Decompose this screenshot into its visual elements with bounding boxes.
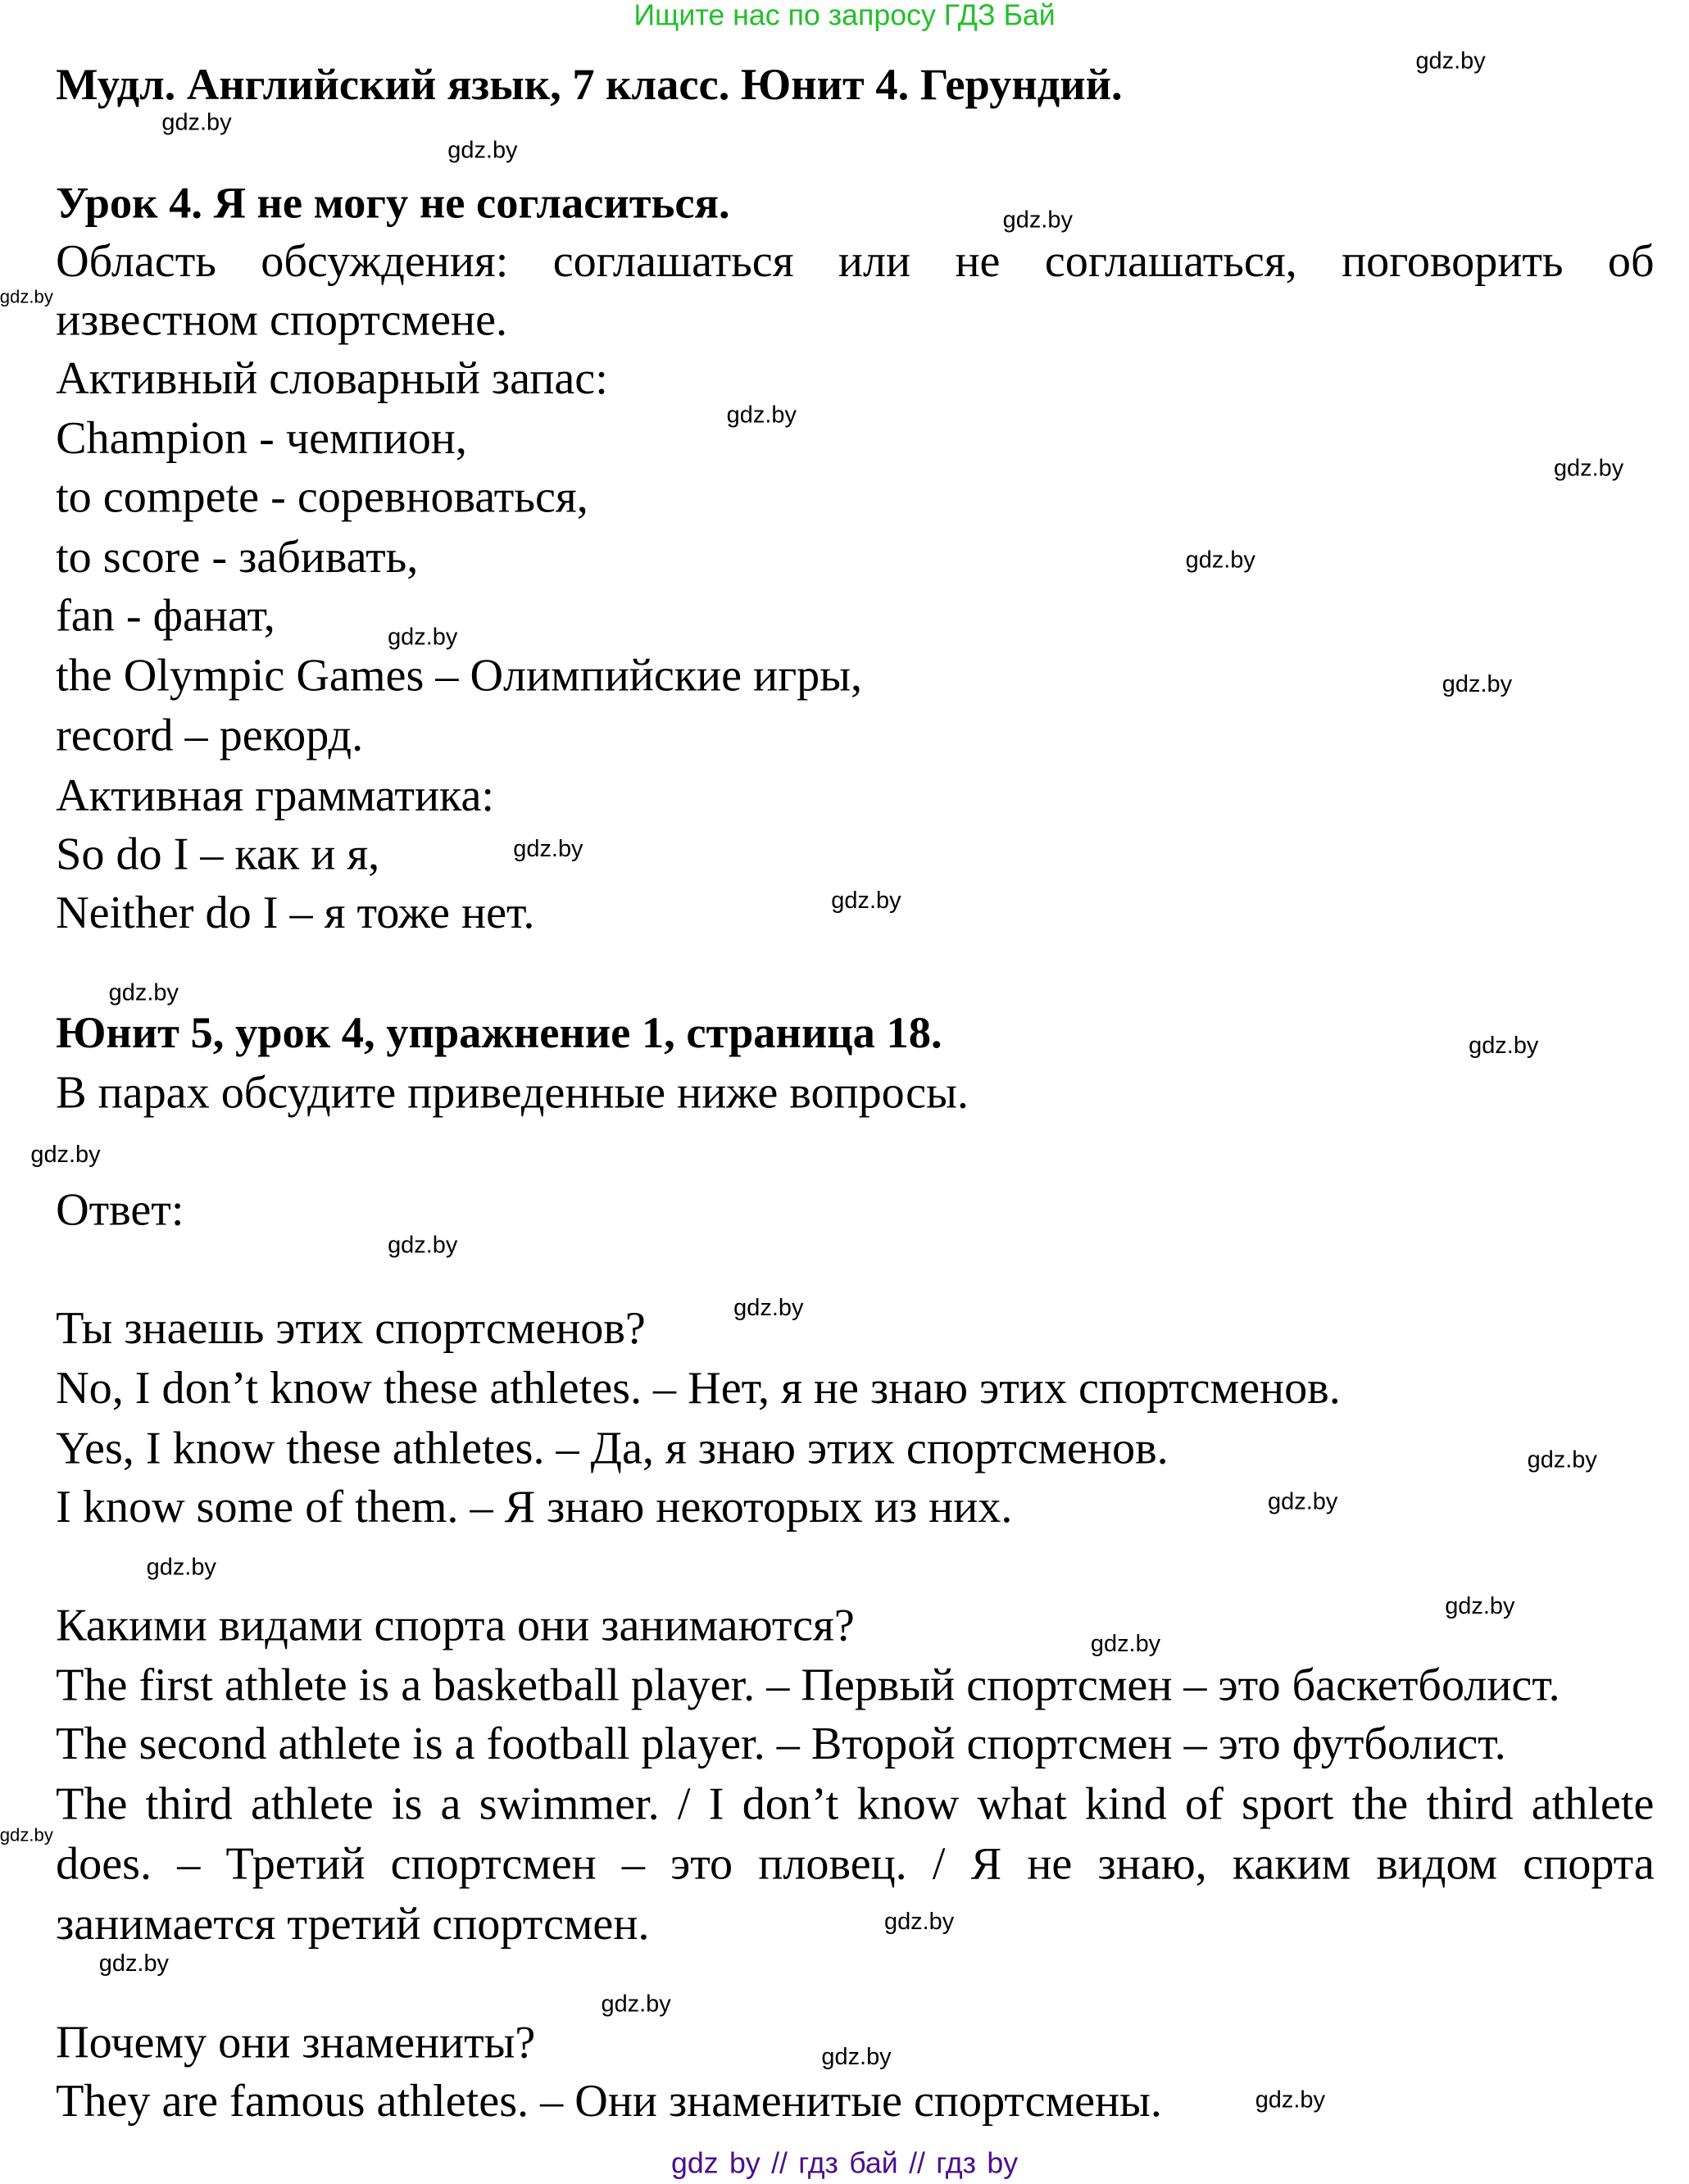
search-banner[interactable]: Ищите нас по запросу ГДЗ Бай (633, 0, 1056, 33)
text-line: to score - забивать, (56, 533, 419, 583)
text-line: Ответ: (56, 1185, 184, 1236)
text-line: the Olympic Games – Олимпийские игры, (56, 651, 863, 702)
watermark: gdz.by (388, 1231, 458, 1259)
text-line: занимается третий спортсмен. (56, 1900, 650, 1950)
text-line: So do I – как и я, (56, 829, 380, 880)
watermark: gdz.by (513, 835, 583, 862)
watermark: gdz.by (831, 887, 901, 914)
text-line: Активный словарный запас: (56, 354, 608, 405)
text-line: fan - фанат, (56, 591, 275, 642)
lesson-heading: Урок 4. Я не могу не согласиться. (56, 177, 730, 228)
text-line: I know some of them. – Я знаю некоторых из них. (56, 1482, 1013, 1533)
watermark: gdz.by (0, 1824, 53, 1846)
watermark: gdz.by (1527, 1446, 1597, 1473)
text-line: Почему они знамениты? (56, 2018, 536, 2069)
watermark: gdz.by (1255, 2086, 1325, 2114)
text-line: does. – Третий спортсмен – это пловец. / Я не знаю, каким видом спорта (56, 1839, 1655, 1891)
watermark: gdz.by (1090, 1630, 1161, 1657)
text-line: to compete - соревноваться, (56, 472, 588, 524)
text-line: They are famous athletes. – Они знаменитые спортсмены. (56, 2077, 1162, 2127)
text-line: The second athlete is a football player. – Второй спортсмен – это футболист. (56, 1719, 1506, 1770)
text-line: В парах обсудите приведенные ниже вопросы. (56, 1068, 969, 1119)
page-title: Мудл. Английский язык, 7 класс. Юнит 4. Герундий. (56, 58, 1123, 109)
watermark: gdz.by (388, 623, 458, 651)
watermark: gdz.by (1415, 47, 1486, 75)
text-line: Активная грамматика: (56, 771, 494, 822)
watermark: gdz.by (447, 136, 518, 164)
text-line: известном спортсмене. (56, 295, 508, 347)
text-line: The first athlete is a basketball player. – Первый спортсмен – это баскетболист. (56, 1661, 1560, 1712)
text-line: Ты знаешь этих спортсменов? (56, 1304, 646, 1355)
text-line: Какими видами спорта они занимаются? (56, 1601, 855, 1652)
text-line: Область обсуждения: соглашаться или не соглашаться, поговорить об (56, 237, 1655, 288)
text-line: Yes, I know these athletes. – Да, я знаю этих спортсменов. (56, 1423, 1169, 1475)
watermark: gdz.by (1553, 454, 1624, 482)
text-line: Champion - чемпион, (56, 414, 467, 465)
watermark: gdz.by (30, 1141, 101, 1168)
watermark: gdz.by (601, 1990, 671, 2018)
watermark: gdz.by (821, 2043, 892, 2070)
text-line: The third athlete is a swimmer. / I don’t know what kind of sport the third athlete (56, 1779, 1655, 1831)
watermark: gdz.by (1445, 1592, 1515, 1620)
text-line: Neither do I – я тоже нет. (56, 888, 535, 939)
watermark: gdz.by (726, 402, 797, 429)
text-line: No, I don’t know these athletes. – Нет, я не знаю этих спортсменов. (56, 1364, 1341, 1414)
watermark: gdz.by (883, 1908, 955, 1935)
watermark: gdz.by (98, 1950, 170, 1977)
watermark: gdz.by (146, 1554, 216, 1581)
text-line: record – рекорд. (56, 711, 364, 762)
watermark: gdz.by (1185, 547, 1255, 574)
watermark: gdz.by (1002, 206, 1073, 234)
watermark: gdz.by (161, 108, 232, 136)
watermark: gdz.by (108, 978, 179, 1006)
watermark: gdz.by (733, 1294, 804, 1321)
footer-links[interactable]: gdz by // гдз бай // гдз by (671, 2148, 1019, 2181)
watermark: gdz.by (1469, 1032, 1539, 1059)
watermark: gdz.by (1442, 670, 1513, 697)
exercise-heading: Юнит 5, урок 4, упражнение 1, страница 18. (56, 1006, 942, 1058)
watermark: gdz.by (1268, 1488, 1338, 1515)
watermark: gdz.by (0, 285, 53, 307)
